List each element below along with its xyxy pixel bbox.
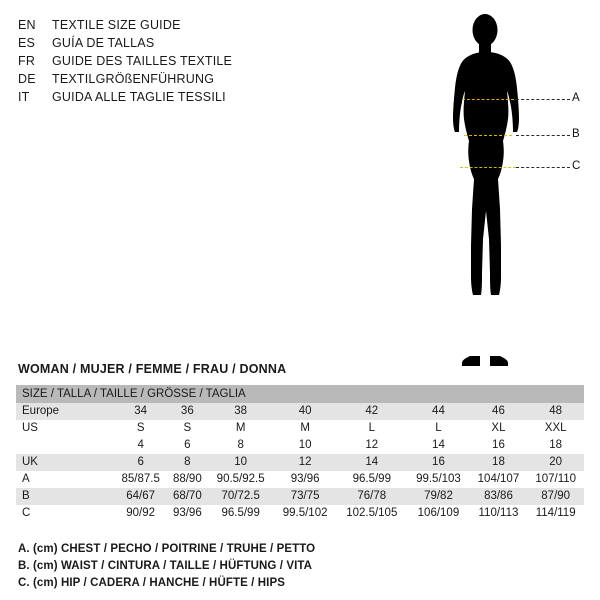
cell: 85/87.5 bbox=[114, 471, 167, 488]
cell: 18 bbox=[470, 454, 528, 471]
language-row-es bbox=[18, 34, 348, 52]
measurement-line-b bbox=[464, 135, 512, 136]
gender-title: WOMAN / MUJER / FEMME / FRAU / DONNA bbox=[18, 362, 287, 376]
cell: M bbox=[207, 420, 274, 437]
row-label: US bbox=[16, 420, 114, 437]
language-code: DE bbox=[18, 72, 36, 86]
cell: 106/109 bbox=[407, 505, 469, 522]
language-code: EN bbox=[18, 18, 36, 32]
cell: 93/96 bbox=[167, 505, 207, 522]
cell: 10 bbox=[207, 454, 274, 471]
measurement-legend bbox=[18, 541, 578, 592]
cell: 40 bbox=[274, 403, 336, 420]
cell: 18 bbox=[527, 437, 584, 454]
language-row-it bbox=[18, 88, 348, 106]
cell: 99.5/103 bbox=[407, 471, 469, 488]
row-label: Europe bbox=[16, 403, 114, 420]
cell: 14 bbox=[407, 437, 469, 454]
cell: 42 bbox=[336, 403, 407, 420]
language-text: GUÍA DE TALLAS bbox=[52, 36, 155, 50]
measurement-leader-c bbox=[516, 167, 570, 168]
table-header-label: SIZE / TALLA / TAILLE / GRÖSSE / TAGLIA bbox=[16, 385, 584, 403]
table-row bbox=[16, 437, 584, 454]
row-label: UK bbox=[16, 454, 114, 471]
cell: 70/72.5 bbox=[207, 488, 274, 505]
cell: 48 bbox=[527, 403, 584, 420]
legend-row-a: A. (cm) CHEST / PECHO / POITRINE / TRUHE / PETTO bbox=[18, 543, 316, 555]
row-label: C bbox=[16, 505, 114, 522]
cell: 79/82 bbox=[407, 488, 469, 505]
cell: 90/92 bbox=[114, 505, 167, 522]
cell: 114/119 bbox=[527, 505, 584, 522]
cell: L bbox=[407, 420, 469, 437]
table-row bbox=[16, 420, 584, 437]
cell: S bbox=[114, 420, 167, 437]
cell: 110/113 bbox=[470, 505, 528, 522]
cell: 6 bbox=[167, 437, 207, 454]
row-label: A bbox=[16, 471, 114, 488]
cell: 99.5/102 bbox=[274, 505, 336, 522]
cell: 83/86 bbox=[470, 488, 528, 505]
cell: 6 bbox=[114, 454, 167, 471]
cell: 8 bbox=[207, 437, 274, 454]
body-figure bbox=[420, 8, 590, 368]
cell: 90.5/92.5 bbox=[207, 471, 274, 488]
cell: 87/90 bbox=[527, 488, 584, 505]
table-row bbox=[16, 454, 584, 471]
legend-row-b: B. (cm) WAIST / CINTURA / TAILLE / HÜFTUNG / VITA bbox=[18, 560, 313, 572]
measurement-line-a bbox=[462, 99, 514, 100]
female-silhouette-icon bbox=[420, 8, 590, 368]
language-text: GUIDE DES TAILLES TEXTILE bbox=[52, 54, 233, 68]
measurement-label-b: B bbox=[572, 128, 580, 140]
table-row bbox=[16, 403, 584, 420]
cell: XL bbox=[470, 420, 528, 437]
cell: 64/67 bbox=[114, 488, 167, 505]
cell: 76/78 bbox=[336, 488, 407, 505]
language-row-fr bbox=[18, 52, 348, 70]
cell: 20 bbox=[527, 454, 584, 471]
cell: 10 bbox=[274, 437, 336, 454]
measurement-leader-b bbox=[516, 135, 570, 136]
cell: 38 bbox=[207, 403, 274, 420]
cell: 68/70 bbox=[167, 488, 207, 505]
cell: 102.5/105 bbox=[336, 505, 407, 522]
size-table bbox=[16, 385, 584, 522]
cell: M bbox=[274, 420, 336, 437]
cell: XXL bbox=[527, 420, 584, 437]
cell: 107/110 bbox=[527, 471, 584, 488]
cell: 36 bbox=[167, 403, 207, 420]
table-row bbox=[16, 471, 584, 488]
cell: L bbox=[336, 420, 407, 437]
measurement-line-c bbox=[460, 167, 516, 168]
measurement-leader-a bbox=[516, 99, 570, 100]
language-list bbox=[18, 16, 348, 106]
language-code: ES bbox=[18, 36, 36, 50]
cell: 93/96 bbox=[274, 471, 336, 488]
cell: 46 bbox=[470, 403, 528, 420]
table-row bbox=[16, 488, 584, 505]
cell: 44 bbox=[407, 403, 469, 420]
measurement-label-c: C bbox=[572, 160, 581, 172]
cell: 96.5/99 bbox=[336, 471, 407, 488]
cell: 16 bbox=[470, 437, 528, 454]
language-text: TEXTILGRÖßENFÜHRUNG bbox=[52, 72, 215, 86]
legend-row-c: C. (cm) HIP / CADERA / HANCHE / HÜFTE / HIPS bbox=[18, 577, 286, 589]
cell: 12 bbox=[336, 437, 407, 454]
cell: 34 bbox=[114, 403, 167, 420]
language-text: GUIDA ALLE TAGLIE TESSILI bbox=[52, 90, 226, 104]
cell: 96.5/99 bbox=[207, 505, 274, 522]
cell: 73/75 bbox=[274, 488, 336, 505]
cell: 104/107 bbox=[470, 471, 528, 488]
language-row-en bbox=[18, 16, 348, 34]
cell: 8 bbox=[167, 454, 207, 471]
language-text: TEXTILE SIZE GUIDE bbox=[52, 18, 181, 32]
language-row-de bbox=[18, 70, 348, 88]
row-label bbox=[16, 437, 114, 454]
cell: S bbox=[167, 420, 207, 437]
cell: 88/90 bbox=[167, 471, 207, 488]
cell: 12 bbox=[274, 454, 336, 471]
cell: 14 bbox=[336, 454, 407, 471]
cell: 16 bbox=[407, 454, 469, 471]
language-code: FR bbox=[18, 54, 36, 68]
measurement-label-a: A bbox=[572, 92, 580, 104]
language-code: IT bbox=[18, 90, 30, 104]
cell: 4 bbox=[114, 437, 167, 454]
table-row bbox=[16, 505, 584, 522]
row-label: B bbox=[16, 488, 114, 505]
table-header-row bbox=[16, 385, 584, 403]
